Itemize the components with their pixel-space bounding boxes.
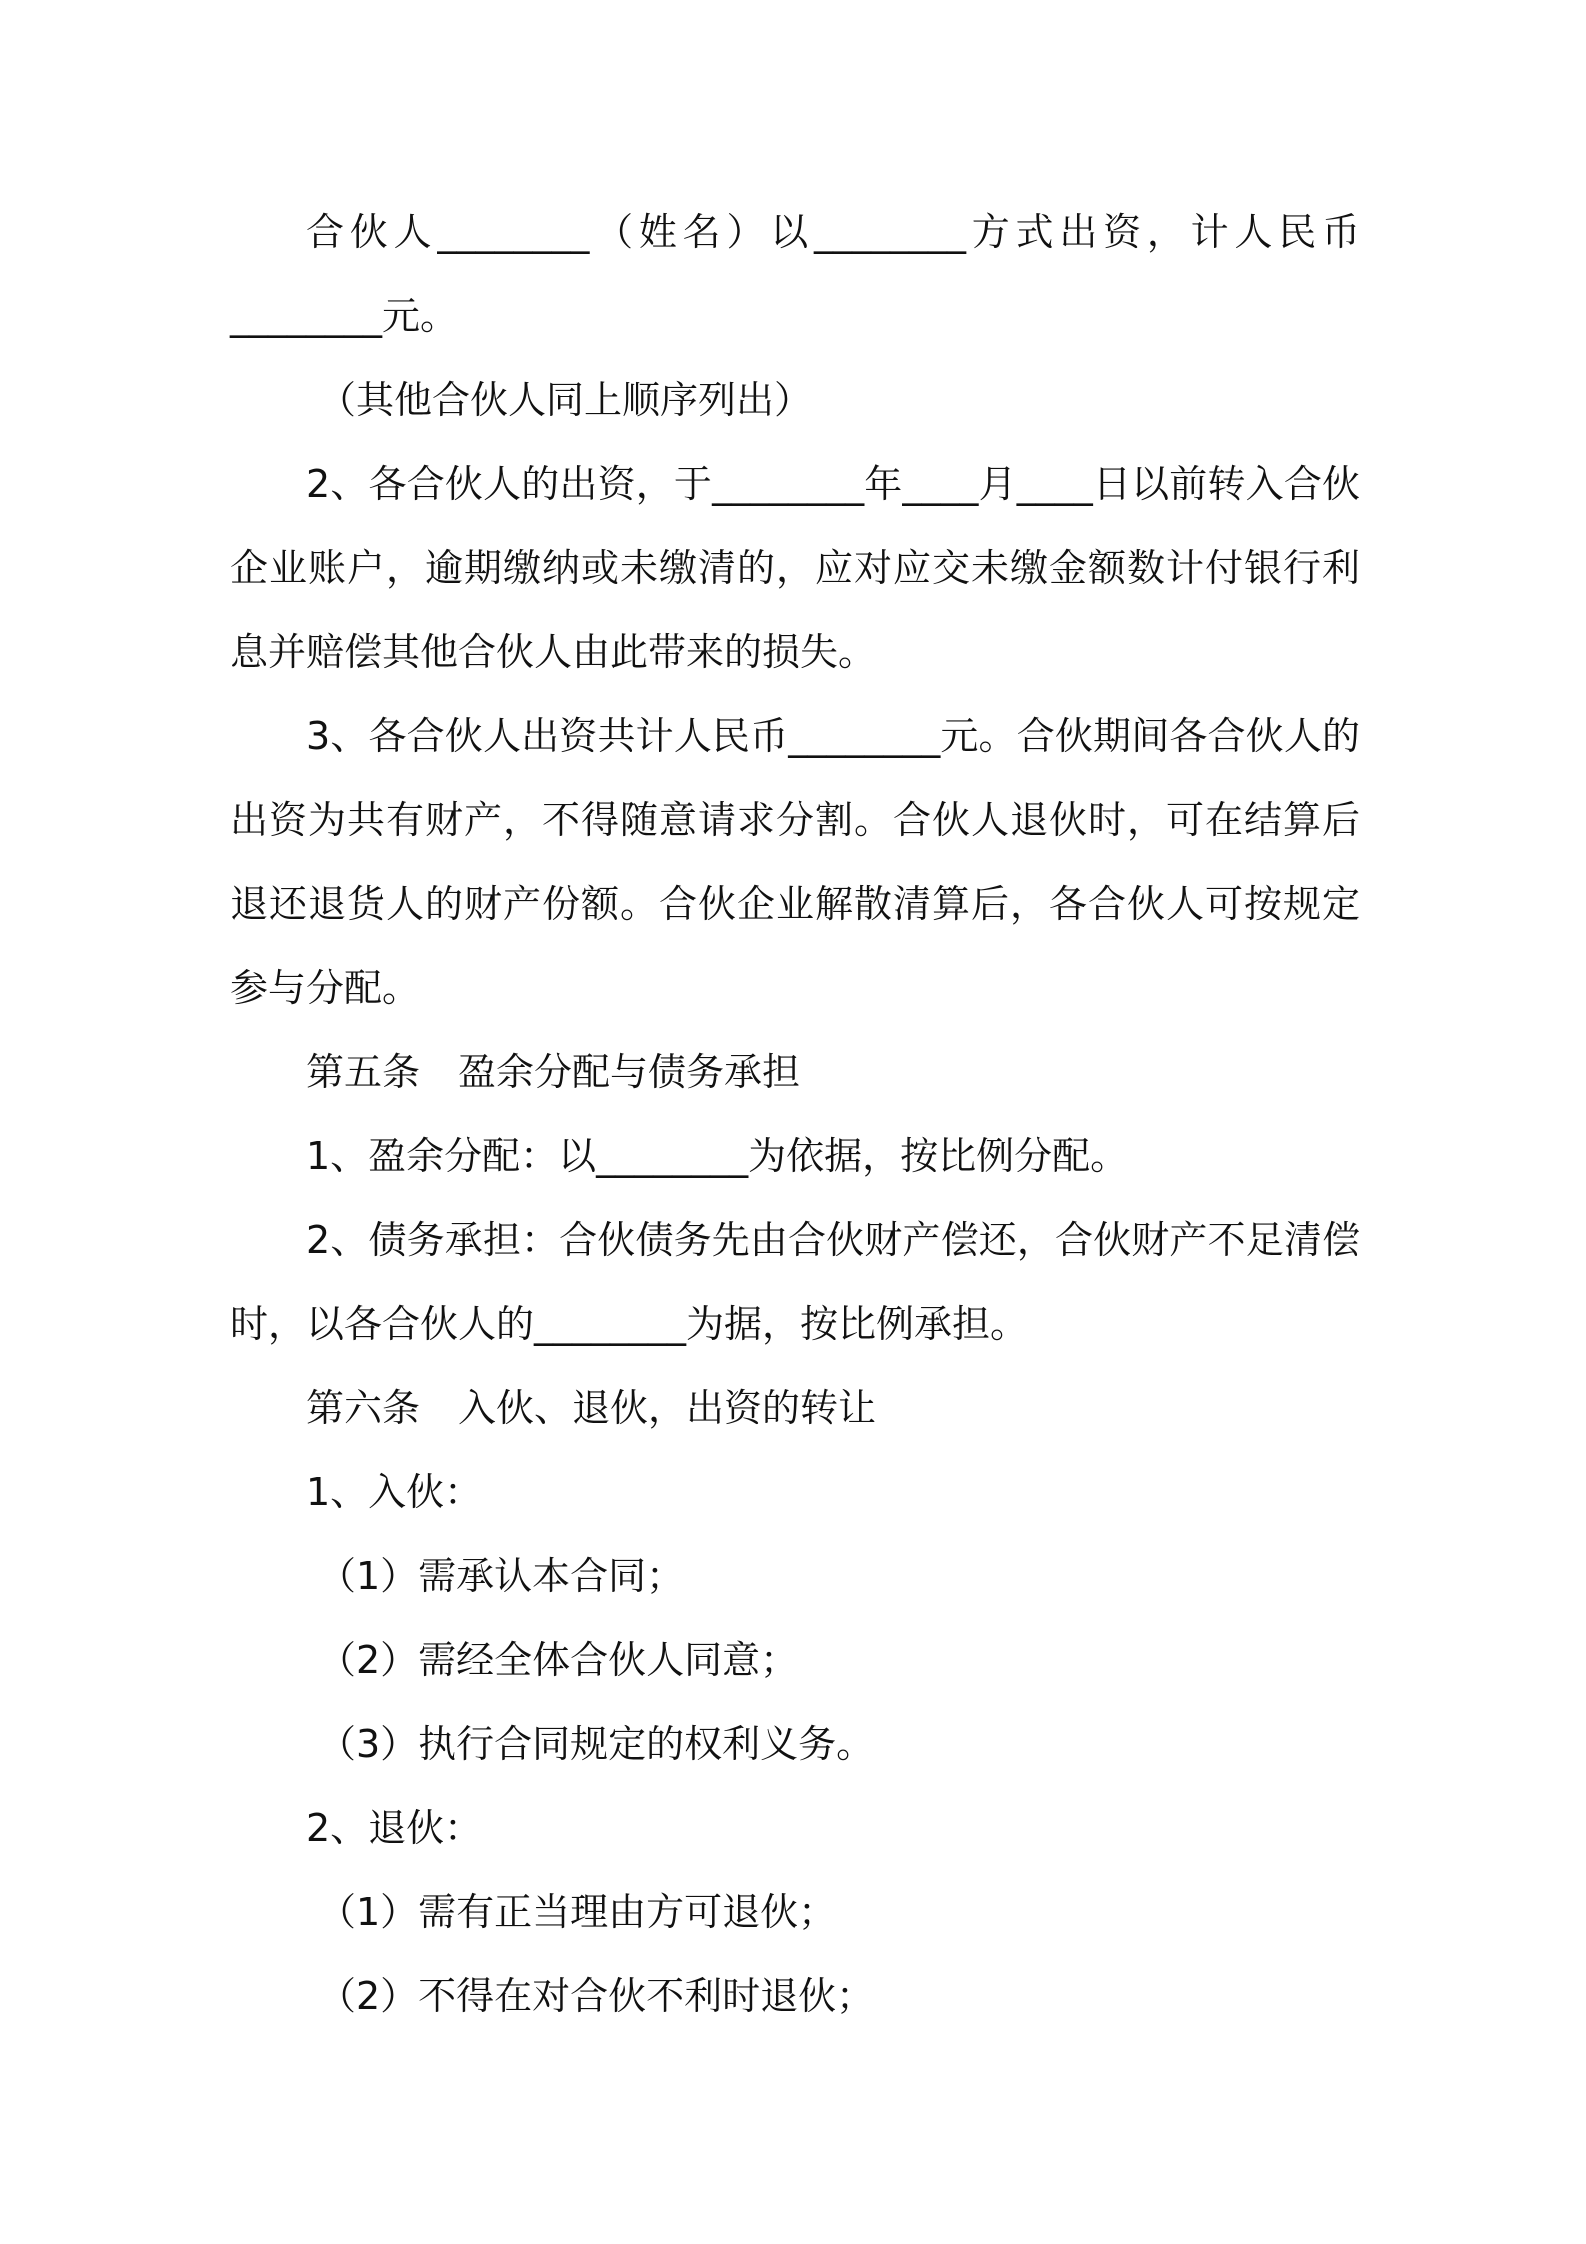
document-page [230, 190, 1360, 2038]
paragraph-contribution-deadline: 2、各合伙人的出资，于________年____月____日以前转入合伙企业账户，逾期缴纳或未缴清的，应对应交未缴金额数计付银行利息并赔偿其他合伙人由此带来的损失。 [230, 462, 1360, 674]
list-item-joining-2: （2）需经全体合伙人同意； [318, 1638, 799, 1682]
paragraph-debt-bearing: 2、债务承担：合伙债务先由合伙财产偿还，合伙财产不足清偿时，以各合伙人的________为据，按比例承担。 [230, 1218, 1360, 1346]
paragraph-withdrawal-title: 2、退伙： [306, 1806, 483, 1850]
paragraph-other-partners-note: （其他合伙人同上顺序列出） [318, 378, 813, 422]
list-item-withdrawal-1: （1）需有正当理由方可退伙； [318, 1890, 837, 1934]
list-item-joining-1: （1）需承认本合同； [318, 1554, 685, 1598]
paragraph-profit-distribution: 1、盈余分配：以________为依据，按比例分配。 [306, 1134, 1129, 1178]
article-5-heading: 第五条 盈余分配与债务承担 [306, 1050, 801, 1094]
list-item-joining-3: （3）执行合同规定的权利义务。 [318, 1722, 875, 1766]
paragraph-total-contribution: 3、各合伙人出资共计人民币________元。合伙期间各合伙人的出资为共有财产，不得随意请求分割。合伙人退伙时，可在结算后退还退货人的财产份额。合伙企业解散清算后，各合伙人可按规定参与分配。 [230, 714, 1360, 1010]
article-6-heading: 第六条 入伙、退伙，出资的转让 [306, 1386, 877, 1430]
paragraph-joining-title: 1、入伙： [306, 1470, 483, 1514]
list-item-withdrawal-2: （2）不得在对合伙不利时退伙； [318, 1974, 875, 2018]
paragraph-partner-contribution: 合伙人________（姓名）以________方式出资，计人民币________元。 [230, 210, 1360, 338]
